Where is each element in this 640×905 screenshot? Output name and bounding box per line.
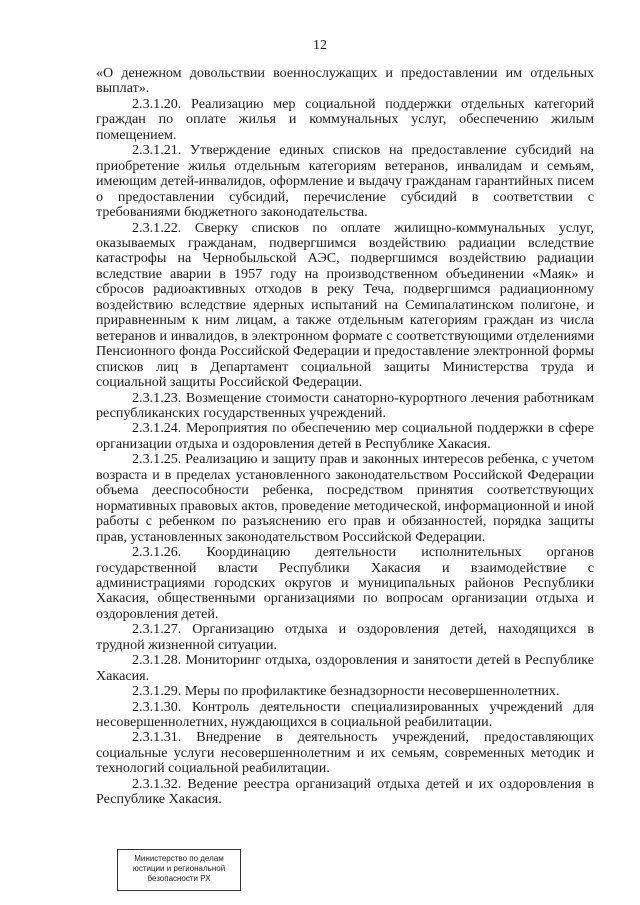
document-body (96, 66, 594, 808)
paragraph: 2.3.1.32. Ведение реестра организаций отдыха детей и их оздоровления в Республике Хакасия. (96, 775, 594, 808)
stamp-line: безопасности РХ (147, 874, 211, 883)
paragraph: 2.3.1.27. Организацию отдыха и оздоровления детей, находящихся в трудной жизненной ситуации. (96, 621, 594, 653)
paragraph: 2.3.1.22. Сверку списков по оплате жилищно-коммунальных услуг, оказываемых гражданам, подвергшимся воздействию радиации вследствие катастрофы на Чернобыльской АЭС, подвергшимся воздействию радиации вследствие аварии в 1957 году на производственном объединении «Маяк» и сбросов радиоактивных отходов в реку Теча, подвергшимся радиационному воздействию вследствие ядерных испытаний на Семипалатинском полигоне, и приравненным к ним лицам, а также отдельным категориям граждан из числа ветеранов и инвалидов, в электронном формате с соответствующими отделениями Пенсионного фонда Российской Федерации и предоставление электронной формы списков лиц в Департамент социальной защиты Министерства труда и социальной защиты Российской Федерации. (96, 219, 594, 391)
paragraph: 2.3.1.20. Реализацию мер социальной поддержки отдельных категорий граждан по оплате жилья и коммунальных услуг, обеспечению жилым помещением. (96, 95, 594, 143)
paragraph: 2.3.1.21. Утверждение единых списков на предоставление субсидий на приобретение жилья отдельным категориям ветеранов, инвалидам и семьям, имеющим детей-инвалидов, оформление и выдачу гражданам гарантийных писем о предоставлении субсидий, перечисление субсидий в соответствии с требованиями бюджетного законодательства. (96, 142, 594, 221)
paragraph: 2.3.1.24. Мероприятия по обеспечению мер социальной поддержки в сфере организации отдыха и оздоровления детей в Республике Хакасия. (96, 420, 594, 452)
paragraph: 2.3.1.26. Координацию деятельности исполнительных органов государственной власти Республики Хакасия и взаимодействие с администрациями городских округов и муниципальных районов Республики Хакасия, общественными организациями по вопросам организации отдыха и оздоровления детей. (96, 544, 594, 622)
paragraph: 2.3.1.29. Меры по профилактике безнадзорности несовершеннолетних. (132, 683, 560, 700)
stamp-line: Министерство по делам (134, 854, 224, 863)
paragraph: 2.3.1.28. Мониторинг отдыха, оздоровления и занятости детей в Республике Хакасия. (96, 652, 594, 684)
paragraph: «О денежном довольствии военнослужащих и предоставлении им отдельных выплат». (96, 65, 594, 97)
paragraph: 2.3.1.25. Реализацию и защиту прав и законных интересов ребенка, с учетом возраста и в пределах установленного законодательством Российской Федерации объема дееспособности ребенка, посредством принятия соответствующих нормативных правовых актов, проведение методической, информационной и иной работы с ребенком по разъяснению его прав и обязанностей, порядка защиты прав, установленных законодательством Российской Федерации. (96, 451, 594, 545)
page-number: 12 (313, 38, 327, 53)
stamp-line: юстиции и региональной (132, 864, 226, 873)
ministry-stamp (117, 849, 241, 891)
paragraph: 2.3.1.31. Внедрение в деятельность учреждений, предоставляющих социальные услуги несовершеннолетним и их семьям, современных методик и технологий социальной реабилитации. (96, 729, 594, 777)
paragraph: 2.3.1.23. Возмещение стоимости санаторно-курортного лечения работникам республиканских государственных учреждений. (96, 389, 594, 421)
paragraph: 2.3.1.30. Контроль деятельности специализированных учреждений для несовершеннолетних, нуждающихся в социальной реабилитации. (96, 698, 594, 731)
